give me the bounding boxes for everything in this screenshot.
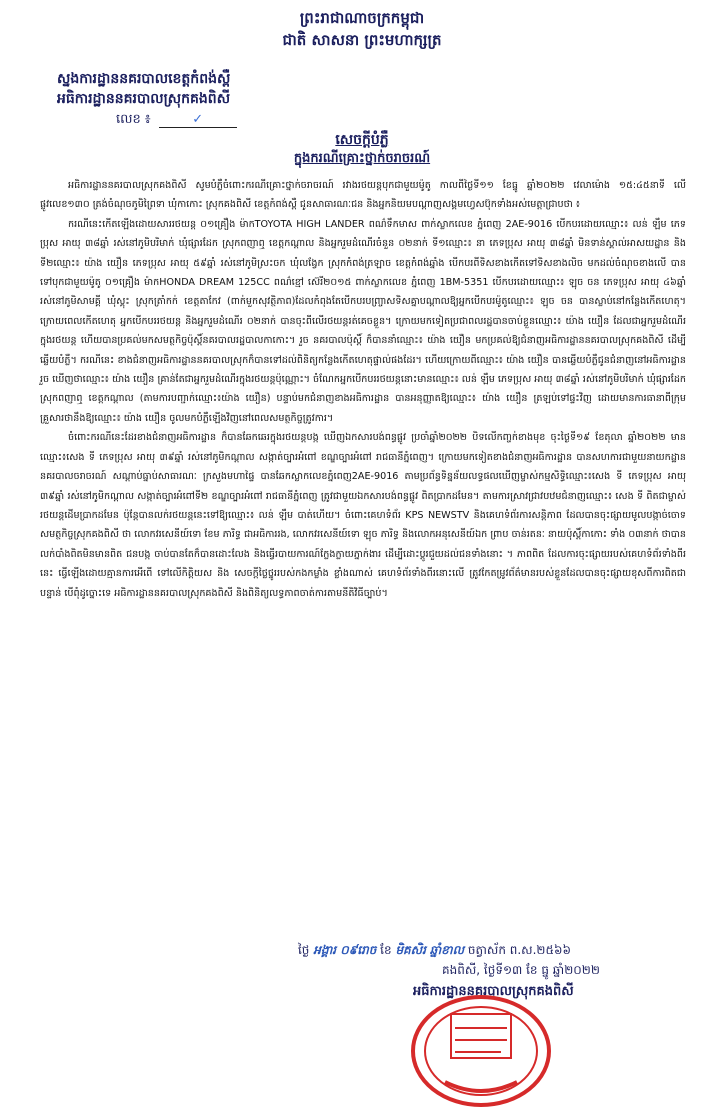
body-paragraph-1: អធិការដ្ឋាននគរបាលស្រុកគងពិសី សូមបំភ្លឺចំពោះករណីគ្រោះថ្នាក់ចរាចរណ៍ រវាងរថយន្តបុកជាមួយម៉ូតូ កាលពីថ្ងៃទី១១ ខែធ្នូ ឆ្នាំ២០២២ វេលាម៉ោង ១៥:៤៥នាទី លើផ្លូវលេខ១៣០ ត្រង់ចំណុចភូមិព្រៃទា ឃុំកាកោះ ស្រុកគងពិសី ខេត្តកំពង់ស្ពឺ ជូនសាធារណៈជន និងអ្នកនិយមបណ្ដាញសង្គមហ្វេសប៊ុកទាំងអស់មេត្តាជ្រាបថា ៖ [40,180,686,211]
document-body [40,176,686,603]
month-label: ខែ [380,943,392,957]
document-title: សេចក្តីបំភ្លឺ [335,132,389,148]
lunar-month: មិគសិរ [395,943,426,957]
header-motto: ជាតិ សាសនា ព្រះមហាក្សត្រ [282,31,442,49]
lunar-day: អង្គារ ០៩រោច [313,943,377,957]
lunar-prefix: ថ្ងៃ [298,943,310,957]
year-label: ឆ្នាំខាល [429,943,465,957]
body-paragraph-2: ករណីនេះកើតឡើងដោយសាររថយន្ត ០១គ្រឿង ម៉ាកTOYOTA HIGH LANDER ពណ៌ទឹកមាស ពាក់ស្លាកលេខ ភ្នំពេញ 2AE-9016 បើកបរដោយឈ្មោះ៖ លន់ ឡឹម ភេទប្រុស អាយុ ៣៨ឆ្នាំ រស់នៅភូមិបរិមាក់ ឃុំផ្សារដែក ស្រុកពញាឮ ខេត្តកណ្ដាល និងអ្នករួមដំណើរចំនួន ០២នាក់ ទី១ឈ្មោះ៖ នា ភេទប្រុស អាយុ ៣៨ឆ្នាំ មិនទាន់ស្គាល់អាសយដ្ឋាន និង ទី២ឈ្មោះ៖ យ៉ាង យឿន ភេទប្រុស អាយុ ៥៩ឆ្នាំ រស់នៅភូមិស្រះចក ឃុំលង្វែក ស្រុកកំពង់ត្រឡាច ខេត្តកំពង់ឆ្នាំង បើកបរពីទិសខាងកើតទៅទិសខាងលិច មកដល់ចំណុចខាងលើ បានទៅបុកជាមួយម៉ូតូ ០១គ្រឿង ម៉ាកHONDA DREAM 125CC ពណ៌ខ្មៅ ស៊េរី២០១៥ ពាក់ស្លាកលេខ ភ្នំពេញ 1BM-5351 បើកបរដោយឈ្មោះ៖ ឡុច ចន ភេទប្រុស អាយុ ៤៦ឆ្នាំ រស់នៅភូមិសាមគ្គី ឃុំស្គុះ ស្រុកត្រាំកក់ ខេត្តតាកែវ (ពាក់មួកសុវត្ថិភាព)ដែលកំពុងតែបើកបរបញ្ច្រាសទិសគ្នាបណ្ដាលឱ្យអ្នកបើកបរម៉ូតូឈ្មោះ៖ ឡុច ចន បានស្លាប់នៅកន្លែងកើតហេតុ។ ក្រោយពេលកើតហេតុ អ្នកបើកបររថយន្ត និងអ្នករួមដំណើរ ០២នាក់ បានចុះពីលើរថយន្តរត់គេចខ្លួន។ ក្រោយមកទៀតប្រជាពលរដ្ឋបានចាប់ខ្លួនឈ្មោះ៖ យ៉ាង យឿន ដែលជាអ្នករួមដំណើរក្នុងរថយន្ត ហើយបានប្រគល់មកសមត្ថកិច្ចប៉ុស្តិ៍នគរបាលរដ្ឋបាលកាកោះ។ រួច នគរបាលប៉ុស្តិ៍ ក៏បាននាំឈ្មោះ៖ យ៉ាង យឿន មកប្រគល់ឱ្យជំនាញអធិការដ្ឋាននគរបាលស្រុកគងពិសី ដើម្បីឆ្លើយបំភ្លឺ។ ករណីនេះ ខាងជំនាញអធិការដ្ឋាននគរបាលស្រុកក៏បានទៅដល់ពិនិត្យកន្លែងកើតហេតុផ្ទាល់ផងដែរ។ ហើយក្រោយពីឈ្មោះ៖ យ៉ាង យឿន បានឆ្លើយបំភ្លឺជូនជំនាញនៅអធិការដ្ឋានរួច ឃើញថាឈ្មោះ៖ យ៉ាង យឿន គ្រាន់តែជាអ្នករួមដំណើរក្នុងរថយន្តប៉ុណ្ណោះ។ ចំណែកអ្នកបើកបររថយន្តនោះមានឈ្មោះ៖ លន់ ឡឹម ភេទប្រុស អាយុ ៣៨ឆ្នាំ រស់នៅភូមិបរិមាក់ ឃុំផ្សារដែក ស្រុកពញាឮ ខេត្តកណ្ដាល (តាមការបញ្ជាក់ឈ្មោះ៖យ៉ាង យឿន) បន្ទាប់មកជំនាញខាងអធិការដ្ឋាន បានអនុញ្ញាតឱ្យឈ្មោះ៖ យ៉ាង យឿន ត្រឡប់ទៅផ្ទះវិញ ដោយមានការធានាពីក្រុមគ្រួសារថានឹងឱ្យឈ្មោះ៖ យ៉ាង យឿន ចូលមកបំភ្លឺឡើងវិញនៅពេលសមត្ថកិច្ចត្រូវការ។ [40,218,686,424]
body-paragraph-3: ចំពោះករណីនេះដែរខាងជំនាញអធិការដ្ឋាន ក៏បានឆែកឆេរក្នុងរថយន្តបង្ក ឃើញឯកសារបង់ពន្ធផ្លូវ ប្រចាំឆ្នាំ២០២២ បិទលើកញ្ចក់ខាងមុខ ចុះថ្ងៃទី១៩ ខែតុលា ឆ្នាំ២០២២ មានឈ្មោះ៖សេង ទី ភេទប្រុស អាយុ ៣៩ឆ្នាំ រស់នៅភូមិកណ្ដាល សង្កាត់ច្បារអំពៅ ខណ្ឌច្បារអំពៅ រាជធានីភ្នំពេញ។ ក្រោយមកទៀតខាងជំនាញអធិការដ្ឋាន បានសហការជាមួយនាយកដ្ឋាននគរបាលចរាចរណ៍ សណ្ដាប់ធ្នាប់សាធារណៈ ក្រសួងមហាផ្ទៃ បានឆែកស្លាកលេខភ្នំពេញ2AE-9016 តាមប្រព័ន្ធទិន្នន័យលទ្ធផលឃើញម្ចាស់កម្មសិទ្ធិឈ្មោះ៖សេង ទី ភេទប្រុស អាយុ ៣៩ឆ្នាំ រស់នៅភូមិកណ្ដាល សង្កាត់ច្បារអំពៅទី២ ខណ្ឌច្បារអំពៅ រាជធានីភ្នំពេញ ត្រូវជាមួយឯកសារបង់ពន្ធផ្លូវ ពិតប្រាកដមែន។ តាមការស្រាវជ្រាវបឋមជំនាញឈ្មោះ៖ សេង ទី ពិតជាម្ចាស់រថយន្តដើមប្រាកដមែន ប៉ុន្តែបានលក់រថយន្តនេះទៅឱ្យឈ្មោះ៖ លន់ ឡឹម បាត់ហើយ។ ចំពោះគេហទំព័រ KPS NEWSTV និងគេហទំព័រការសន្តិភាព ដែលបានចុះផ្សាយមូលបង្កាច់ចោទសមត្ថកិច្ចស្រុកគងពិសី ថា លោកវរសេនីយ៍ទោ ខែម ភារិទ្ធ ជាអធិការរង, លោកវរសេនីយ៍ទោ ឡុច ភារិទ្ធ និងលោកអនុសេនីយ៍ឯក ព្រាប ចាន់រតនៈ នាយប៉ុស្តិ៍កាកោះ ទាំង ០៣នាក់ ថាបានលក់បាំងពិតមិនមានពិត ជនបង្ក ចាប់បានតែក៏បានដោះលែង និងធ្វើរបាយការណ៍ក្លែងក្លាយភ្នាក់ងារ ដើម្បីដោះប្តូរជួយដល់ជនទាំងនោះ ។ ភាពពិត ដែលការចុះផ្សាយរបស់គេហទំព័រទាំងពីរនេះ ធ្វើឡើងដោយគ្មានការអើពើ ទៅលើកិត្តិយស និង សេចក្តីថ្លៃថ្នូររបស់កងកម្លាំង ខ្លាំងណាស់ គេហទំព័រទាំងពីរនោះលើ ត្រូវកែតម្រូវព័ត៌មានរបស់ខ្លួនដែលបានចុះផ្សាយខុសពីការពិតជាបន្ទាន់ បើពុំដូច្នោះទេ អធិការដ្ឋាននគរបាលស្រុកគងពិសី និងពិនិត្យលទ្ធភាពចាត់ការតាមនីតិវិធីច្បាប់។ [40,432,686,599]
issuer-commissariat: ស្នងការដ្ឋាននគរបាលខេត្តកំពង់ស្ពឺ [57,71,231,87]
document-subtitle: ក្នុងករណីគ្រោះថ្នាក់ចរាចរណ៍ [293,151,431,166]
issuer-district-office: អធិការដ្ឋាននគរបាលស្រុកគងពិសី [57,91,231,107]
lunar-date [298,942,571,960]
header-kingdom: ព្រះរាជាណាចក្រកម្ពុជា [299,9,425,27]
era: ចត្វាស័ក ព.ស.២៥៦៦ [467,943,571,957]
reference-value: ✓ [159,112,237,128]
gregorian-date: គងពិសី, ថ្ងៃទី១៣ ខែ ធ្នូ ឆ្នាំ២០២២ [442,963,600,977]
reference-number [116,111,237,130]
official-seal-icon [405,990,557,1112]
signature-office: អធិការដ្ឋាននគរបាលស្រុកគងពិសី [413,984,574,999]
reference-label: លេខ ៖ [116,112,151,127]
